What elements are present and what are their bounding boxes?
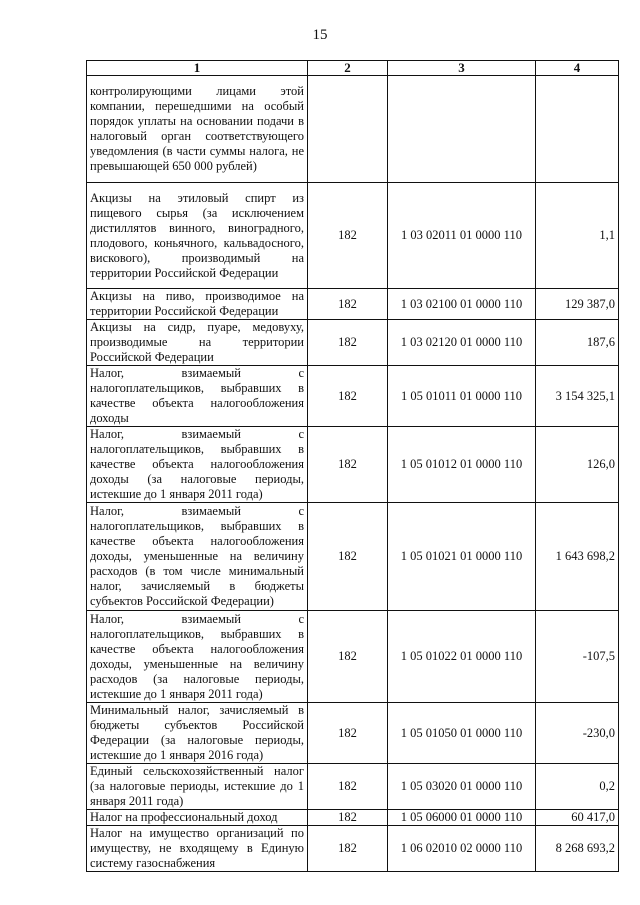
admin-code: 182 — [308, 810, 388, 826]
amount: 129 387,0 — [536, 289, 619, 320]
column-header-3: 3 — [388, 61, 536, 76]
revenue-name: Налог, взимаемый с налогоплательщиков, выбравших в качестве объекта налогообложения доходы, уменьшенные на величину расходов (за налоговые периоды, истекшие до 1 января 2011 года) — [87, 611, 308, 703]
column-header-2: 2 — [308, 61, 388, 76]
amount: 3 154 325,1 — [536, 366, 619, 427]
table-row — [87, 611, 619, 703]
admin-code — [308, 76, 388, 183]
admin-code: 182 — [308, 427, 388, 503]
table-row — [87, 183, 619, 289]
revenue-name: Акцизы на сидр, пуаре, медовуху, производимые на территории Российской Федерации — [87, 320, 308, 366]
amount: 60 417,0 — [536, 810, 619, 826]
revenue-name: Единый сельскохозяйственный налог (за налоговые периоды, истекшие до 1 января 2011 года) — [87, 764, 308, 810]
amount: -107,5 — [536, 611, 619, 703]
budget-classification-code: 1 05 01012 01 0000 110 — [388, 427, 536, 503]
column-header-4: 4 — [536, 61, 619, 76]
table-header-row — [87, 61, 619, 76]
amount: 8 268 693,2 — [536, 826, 619, 872]
revenue-name: Налог, взимаемый с налогоплательщиков, выбравших в качестве объекта налогообложения доходы — [87, 366, 308, 427]
amount: 0,2 — [536, 764, 619, 810]
budget-classification-code: 1 03 02120 01 0000 110 — [388, 320, 536, 366]
amount: 1,1 — [536, 183, 619, 289]
budget-classification-code: 1 05 01050 01 0000 110 — [388, 703, 536, 764]
revenue-name: Акцизы на этиловый спирт из пищевого сырья (за исключением дистиллятов винного, виноградного, плодового, коньячного, кальвадосного, вискового), производимый на территории Российской Федерации — [87, 183, 308, 289]
table-row — [87, 320, 619, 366]
amount: 126,0 — [536, 427, 619, 503]
table-row — [87, 826, 619, 872]
admin-code: 182 — [308, 320, 388, 366]
amount: 187,6 — [536, 320, 619, 366]
table-row — [87, 703, 619, 764]
table-row — [87, 810, 619, 826]
admin-code: 182 — [308, 826, 388, 872]
table-row — [87, 289, 619, 320]
budget-classification-code: 1 03 02100 01 0000 110 — [388, 289, 536, 320]
budget-classification-code: 1 05 01011 01 0000 110 — [388, 366, 536, 427]
admin-code: 182 — [308, 183, 388, 289]
table-row — [87, 427, 619, 503]
admin-code: 182 — [308, 611, 388, 703]
budget-classification-code: 1 05 01022 01 0000 110 — [388, 611, 536, 703]
table-row — [87, 366, 619, 427]
revenue-name: контролирующими лицами этой компании, перешедшими на особый порядок уплаты на основании подачи в налоговый орган соответствующего уведомления (в части суммы налога, не превышающей 650 000 рублей) — [87, 76, 308, 183]
admin-code: 182 — [308, 503, 388, 611]
budget-classification-code: 1 05 06000 01 0000 110 — [388, 810, 536, 826]
table-row — [87, 76, 619, 183]
budget-classification-code: 1 03 02011 01 0000 110 — [388, 183, 536, 289]
amount: -230,0 — [536, 703, 619, 764]
page-number: 15 — [312, 27, 328, 43]
revenue-name: Акцизы на пиво, производимое на территории Российской Федерации — [87, 289, 308, 320]
revenue-table — [86, 60, 619, 872]
admin-code: 182 — [308, 703, 388, 764]
revenue-name: Минимальный налог, зачисляемый в бюджеты субъектов Российской Федерации (за налоговые периоды, истекшие до 1 января 2016 года) — [87, 703, 308, 764]
admin-code: 182 — [308, 289, 388, 320]
amount — [536, 76, 619, 183]
admin-code: 182 — [308, 764, 388, 810]
admin-code: 182 — [308, 366, 388, 427]
budget-classification-code: 1 05 01021 01 0000 110 — [388, 503, 536, 611]
table-row — [87, 764, 619, 810]
column-header-1: 1 — [87, 61, 308, 76]
revenue-name: Налог на имущество организаций по имуществу, не входящему в Единую систему газоснабжения — [87, 826, 308, 872]
budget-classification-code: 1 06 02010 02 0000 110 — [388, 826, 536, 872]
revenue-name: Налог, взимаемый с налогоплательщиков, выбравших в качестве объекта налогообложения доходы, уменьшенные на величину расходов (в том числе минимальный налог, зачисляемый в бюджеты субъектов Российской Федерации) — [87, 503, 308, 611]
table-row — [87, 503, 619, 611]
amount: 1 643 698,2 — [536, 503, 619, 611]
budget-classification-code: 1 05 03020 01 0000 110 — [388, 764, 536, 810]
budget-classification-code — [388, 76, 536, 183]
revenue-name: Налог на профессиональный доход — [87, 810, 308, 826]
revenue-name: Налог, взимаемый с налогоплательщиков, выбравших в качестве объекта налогообложения доходы (за налоговые периоды, истекшие до 1 января 2011 года) — [87, 427, 308, 503]
